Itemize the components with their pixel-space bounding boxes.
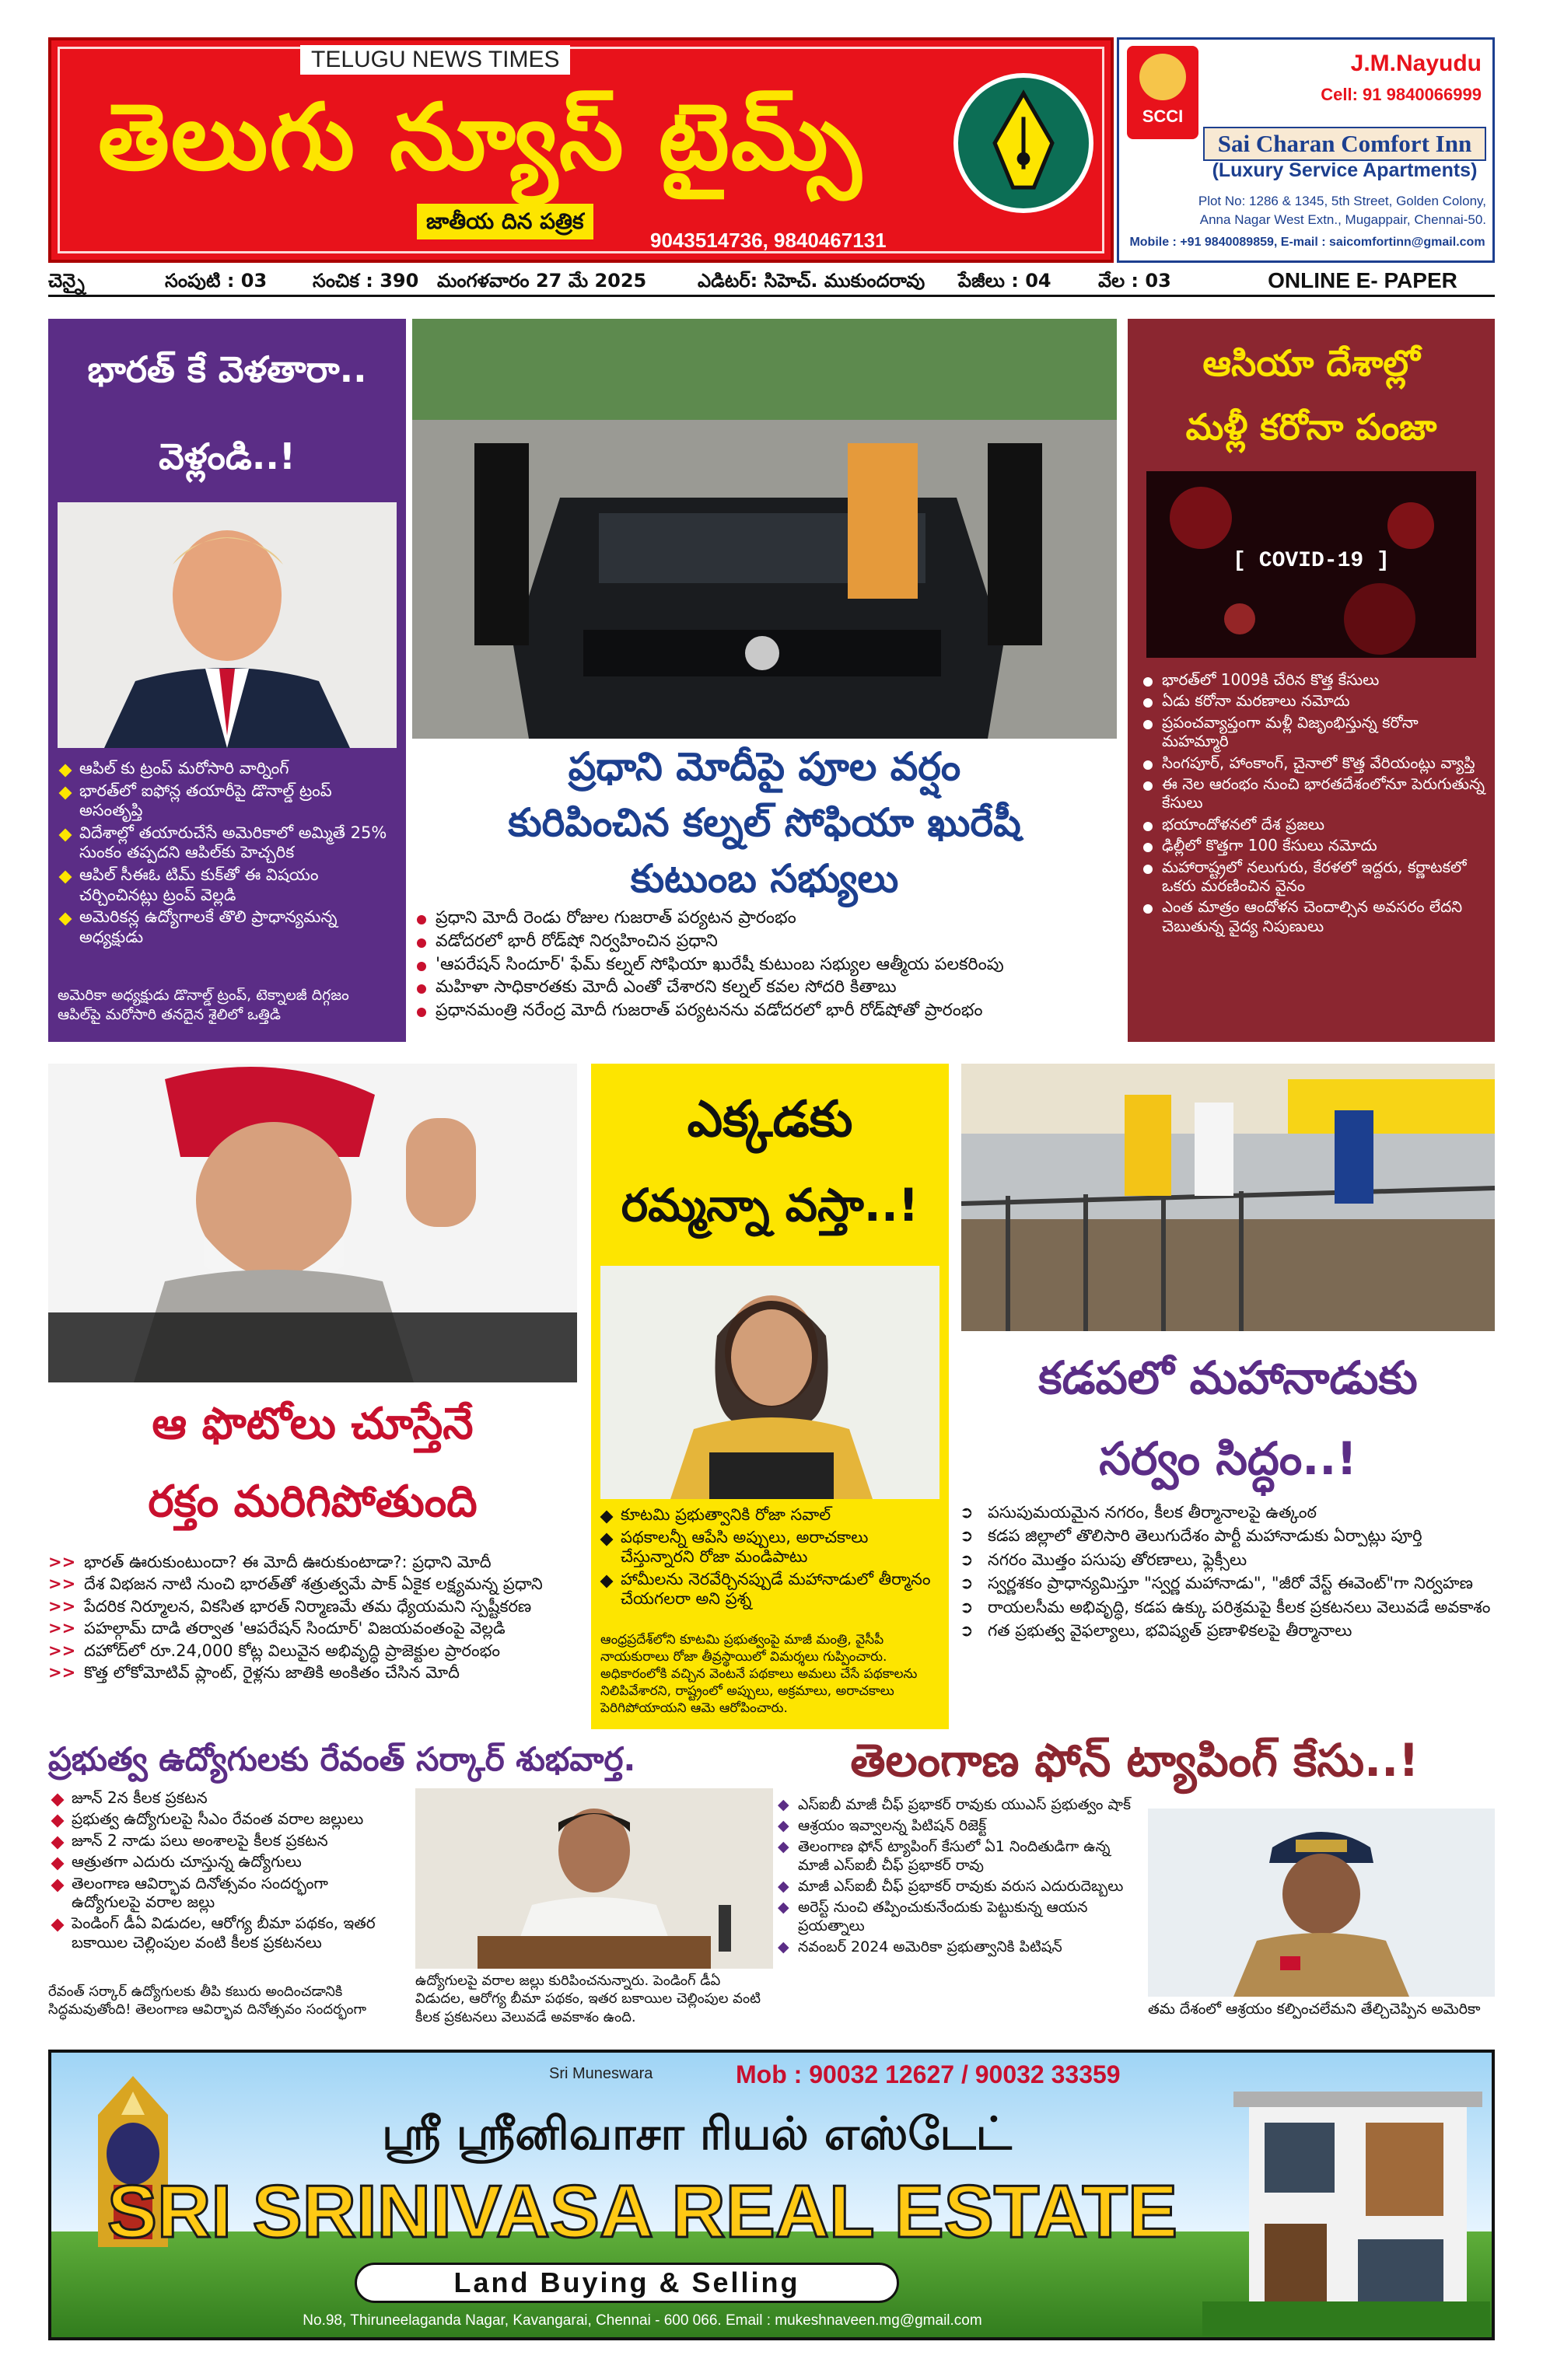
info-date: మంగళవారం 27 మే 2025	[437, 270, 647, 292]
hotel-address-2: Anna Nagar West Extn., Mugappair, Chennai-50.	[1199, 212, 1486, 227]
modi-roadshow-bullet: ప్రధానమంత్రి నరేంద్ర మోదీ గుజరాత్ పర్యటనను వడోదరలో భారీ రోడ్‌షోతో ప్రారంభం	[412, 1001, 1117, 1022]
info-pages: పేజీలు : 04	[958, 270, 1051, 292]
modi-roadshow-bullet: వడోదరలో భారీ రోడ్‌షో నిర్వహించిన ప్రధాని	[412, 931, 1117, 952]
trump-footer: అమెరికా అధ్యక్షుడు డొనాల్డ్ ట్రంప్, టెక్నాలజీ దిగ్గజం ఆపిల్‌పై మరోసారి తనదైన శైలిలో ఒత్తిడి	[58, 987, 349, 1023]
trump-photo	[58, 502, 397, 748]
modi-speech-bullet: >> పహల్గామ్ దాడి తర్వాత 'ఆపరేషన్ సిందూర్' విజయవంతంపై వెల్లడి	[48, 1619, 506, 1638]
modi-speech-bullets	[48, 1552, 585, 1685]
hotel-contact: Mobile : +91 9840089859, E-mail : saicomfortinn@gmail.com	[1129, 236, 1485, 249]
corona-headline-1: ఆసియా దేశాల్లో	[1202, 342, 1420, 384]
trump-bullets	[56, 759, 398, 949]
corona-bullet: ప్రపంచవ్యాప్తంగా మళ్లీ విజృంభిస్తున్న కరోనా మహమ్మారి	[1139, 713, 1485, 751]
revanth-bullet: జూన్ 2 నాడు పలు అంశాలపై కీలక ప్రకటన	[48, 1831, 390, 1850]
modi-roadshow-headline-2: కురిపించిన కల్నల్ సోఫియా ఖురేషీ	[508, 800, 1021, 845]
arrow-icon: ➲	[960, 1526, 974, 1546]
revanth-bullet: పెండింగ్ డీఏ విడుదల, ఆరోగ్య బీమా పథకం, ఇతర బకాయిల చెల్లింపుల వంటి కీలక ప్రకటనలు	[48, 1913, 390, 1952]
arrow-icon: ➲	[960, 1550, 974, 1569]
revanth-bullet: తెలంగాణ ఆవిర్భావ దినోత్సవం సందర్భంగా ఉద్యోగులపై వరాల జల్లు	[48, 1874, 390, 1912]
trump-bullet: భారత్‌లో ఐఫోన్ల తయారీపై డొనాల్డ్ ట్రంప్ అసంతృప్తి	[56, 781, 398, 821]
modi-speech-bullet: >> కొత్త లోకోమోటివ్ ప్లాంట్, రైళ్లను జాతికి అంకితం చేసిన మోదీ	[48, 1663, 460, 1683]
trump-bullet: ఆపిల్ కు ట్రంప్ మరోసారి వార్నింగ్	[56, 759, 398, 779]
phone-tapping-bullet: ◆ అరెస్ట్ నుంచి తప్పించుకునేందుకు పెట్టుకున్న ఆయన ప్రయత్నాలు	[778, 1898, 1088, 1934]
hotel-address-1: Plot No: 1286 & 1345, 5th Street, Golden Colony,	[1198, 194, 1486, 208]
hotel-owner-cell: Cell: 91 9840066999	[1321, 85, 1482, 104]
realestate-mobile: Mob : 90032 12627 / 90032 33359	[736, 2060, 1121, 2088]
revanth-bullet: ఆత్రుతగా ఎదురు చూస్తున్న ఉద్యోగులు	[48, 1852, 390, 1871]
prabhakar-rao-photo	[1148, 1809, 1495, 1997]
info-city: చెన్నై	[48, 270, 85, 292]
phone-tapping-bullet: ◆ నవంబర్ 2024 అమెరికా ప్రభుత్వానికి పిటిషన్	[778, 1938, 1062, 1955]
covid-image	[1146, 471, 1476, 658]
roja-body: ఆంధ్రప్రదేశ్‌లోని కూటమి ప్రభుత్వంపై మాజీ మంత్రి, వైసీపీ నాయకురాలు రోజా తీవ్రస్థాయిలో విమర్శలు గుప్పించారు. అధికారంలోకి వచ్చిన వెంటనే పథకాలు అమలు చేసే పథకాలను నిలిపివేశారని, రాష్ట్రంలో అప్పులు, అక్రమాలు, అరాచకాలు పెరిగిపోయాయని ఆమె ఆరోపించారు.	[600, 1632, 918, 1717]
roja-bullet: పథకాలన్నీ ఆపేసి అప్పులు, అరాచకాలు చేస్తున్నారని రోజా మండిపాటు	[597, 1528, 944, 1567]
corona-story	[1128, 319, 1495, 1042]
realestate-small: Sri Muneswara	[549, 2065, 653, 2082]
diamond-icon: ◆	[778, 1796, 789, 1813]
info-bar	[48, 266, 1495, 297]
house-photo	[1202, 2068, 1490, 2336]
realestate-title: SRI SRINIVASA REAL ESTATE	[107, 2170, 1178, 2253]
info-volume: సంపుటి : 03	[165, 270, 268, 292]
modi-roadshow-photo	[412, 319, 1117, 739]
revanth-headline: ప్రభుత్వ ఉద్యోగులకు రేవంత్ సర్కార్ శుభవార్త.	[48, 1740, 636, 1778]
mahanadu-bullet: ➲ రాయలసీమ అభివృద్ధి, కడప ఉక్కు పరిశ్రమపై కీలక ప్రకటనలు వెలువడే అవకాశం	[960, 1597, 1491, 1616]
hotel-ad	[1117, 37, 1495, 263]
phone-tapping-bullet: ◆ ఎస్ఐబీ మాజీ చీఫ్ ప్రభాకర్ రావుకు యుఎస్ ప్రభుత్వం షాక్	[778, 1796, 1132, 1813]
realestate-ad	[48, 2050, 1495, 2340]
corona-headline-2: మళ్లీ కరోనా పంజా	[1185, 406, 1437, 448]
arrow-icon: ➲	[960, 1621, 974, 1641]
corona-bullet: భారత్‌లో 1009కి చేరిన కొత్త కేసులు	[1139, 670, 1485, 689]
hotel-subtitle: (Luxury Service Apartments)	[1212, 159, 1478, 181]
info-editor: ఎడిటర్: సిహెచ్. ముకుందరావు	[698, 270, 925, 292]
corona-bullets	[1139, 670, 1485, 938]
info-edition: ONLINE E- PAPER	[1268, 268, 1457, 292]
mahanadu-bullets	[957, 1502, 1495, 1644]
realestate-address: No.98, Thiruneelaganda Nagar, Kavangarai, Chennai - 600 066. Email : mukeshnaveen.mg@gmail.com	[303, 2312, 982, 2329]
corona-bullet: భయాందోళనలో దేశ ప్రజలు	[1139, 815, 1485, 834]
modi-speech-bullet: >> పేదరిక నిర్మూలన, వికసిత భారత్ నిర్మాణమే తమ ధ్యేయమని స్పష్టీకరణ	[48, 1596, 532, 1616]
mahanadu-bullet: ➲ పసుపుమయమైన నగరం, కీలక తీర్మానాలపై ఉత్కంఠ	[960, 1503, 1317, 1522]
trump-headline-1: భారత్ కే వెళతారా..	[87, 348, 367, 390]
trump-headline-2: వెళ్లండి..!	[159, 435, 296, 477]
pen-nib-icon	[953, 73, 1093, 213]
modi-speech-bullet: >> దహోద్‌లో రూ.24,000 కోట్ల విలువైన అభివృద్ధి ప్రాజెక్టుల ప్రారంభం	[48, 1641, 501, 1660]
diamond-icon: ◆	[778, 1938, 789, 1955]
mahanadu-headline-1: కడపలో మహానాడుకు	[1038, 1351, 1418, 1404]
masthead	[48, 37, 1114, 263]
info-price: వేల : 03	[1098, 270, 1171, 292]
trump-bullet: ఆపిల్ సీఈఓ టిమ్ కుక్‌తో ఈ విషయం చర్చించినట్లు ట్రంప్ వెల్లడి	[56, 865, 398, 905]
roja-headline-2: రమ్మన్నా వస్తా..!	[621, 1179, 919, 1232]
arrow-icon: ➲	[960, 1574, 974, 1593]
masthead-title: తెలుగు న్యూస్ టైమ్స్	[98, 83, 863, 190]
mahanadu-bullet: ➲ గత ప్రభుత్వ వైఫల్యాలు, భవిష్యత్ ప్రణాళికలపై తీర్మానాలు	[960, 1621, 1352, 1641]
corona-bullet: సింగపూర్, హాంకాంగ్, చైనాలో కొత్త వేరియంట్లు వ్యాప్తి	[1139, 753, 1485, 772]
mahanadu-bullet: ➲ నగరం మొత్తం పసుపు తోరణాలు, ఫ్లెక్సీలు	[960, 1550, 1247, 1569]
roja-bullets	[597, 1505, 944, 1612]
masthead-phones: 9043514736, 9840467131	[650, 229, 887, 252]
trump-bullet: అమెరికన్ల ఉద్యోగాలకే తొలి ప్రాధాన్యమన్న అధ్యక్షుడు	[56, 907, 398, 947]
masthead-tagline: జాతీయ దిన పత్రిక	[417, 204, 593, 239]
modi-roadshow-headline-3: కుటుంబ సభ్యులు	[630, 856, 899, 901]
modi-speech-bullet: >> దేశ విభజన నాటి నుంచి భారత్‌తో శత్రుత్వమే పాక్ ఏకైక లక్ష్యమన్న ప్రధాని	[48, 1574, 543, 1594]
revanth-body-right: ఉద్యోగులపై వరాల జల్లు కురిపించనున్నారు. పెండింగ్ డీఏ విడుదల, ఆరోగ్య బీమా పథకం, ఇతర బకాయిల చెల్లింపుల వంటి కీలక ప్రకటనలు వెలువడే అవకాశం ఉంది.	[415, 1973, 761, 2025]
phone-tapping-bullet: ◆ మాజీ ఎస్ఐబీ చీఫ్ ప్రభాకర్ రావుకు వరుస ఎదురుదెబ్బలు	[778, 1877, 1124, 1895]
roja-headline-1: ఎక్కడకు	[687, 1091, 853, 1148]
mahanadu-photo	[961, 1064, 1495, 1331]
revanth-body-left: రేవంత్ సర్కార్ ఉద్యోగులకు తీపి కబురు అందించడానికి సిద్ధమవుతోంది! తెలంగాణ ఆవిర్భావ దినోత్సవం సందర్భంగా	[48, 1983, 367, 2018]
mahanadu-headline-2: సర్వం సిద్ధం..!	[1099, 1432, 1357, 1485]
modi-roadshow-bullet: మహిళా సాధికారతకు మోదీ ఎంతో చేశారని కల్నల్ కవల సోదరి కితాబు	[412, 977, 1117, 998]
trump-story	[48, 319, 406, 1042]
hotel-name: Sai Charan Comfort Inn	[1203, 127, 1486, 161]
diamond-icon: ◆	[778, 1877, 789, 1895]
phone-tapping-bullet: ◆ తెలంగాణ ఫోన్ ట్యాపింగ్ కేసులో ఏ1 నిందితుడిగా ఉన్న మాజీ ఎస్ఐబీ చీఫ్ ప్రభాకర్ రావు	[778, 1837, 1111, 1874]
revanth-bullets	[48, 1788, 390, 1954]
mahanadu-bullet: ➲ కడప జిల్లాలో తొలిసారి తెలుగుదేశం పార్టీ మహానాడుకు ఏర్పాట్లు పూర్తి	[960, 1526, 1422, 1546]
trump-bullet: విదేశాల్లో తయారుచేసే అమెరికాలో అమ్మితే 25% సుంకం తప్పదని ఆపిల్‌కు హెచ్చరిక	[56, 823, 398, 863]
modi-roadshow-headline-1: ప్రధాని మోదీపై పూల వర్షం	[568, 744, 961, 789]
diamond-icon: ◆	[778, 1837, 789, 1855]
realestate-tamil-title: ஸ்ரீ ஸ்ரீனிவாசா ரியல் எஸ்டேட்	[382, 2107, 1012, 2160]
modi-speech-headline-2: రక్తం మరిగిపోతుంది	[148, 1477, 478, 1527]
info-issue: సంచిక : 390	[313, 270, 419, 292]
phone-tapping-bullet: ◆ ఆశ్రయం ఇవ్వాలన్న పిటిషన్ రిజెక్ట్	[778, 1816, 987, 1834]
revanth-photo	[415, 1788, 773, 1969]
hotel-owner-name: J.M.Nayudu	[1350, 51, 1482, 76]
modi-roadshow-bullet: 'ఆపరేషన్ సిందూర్' ఫేమ్ కల్నల్ సోఫియా ఖురేషీ కుటుంబ సభ్యుల ఆత్మీయ పలకరింపు	[412, 955, 1117, 976]
phone-tapping-headline: తెలంగాణ ఫోన్ ట్యాపింగ్ కేసు..!	[850, 1734, 1419, 1787]
phone-tapping-bullets	[775, 1796, 1140, 1959]
modi-speech-bullet: >> భారత్ ఊరుకుంటుందా? ఈ మోదీ ఊరుకుంటాడా?: ప్రధాని మోదీ	[48, 1553, 492, 1571]
modi-speech-headline-1: ఆ ఫొటోలు చూస్తేనే	[152, 1399, 474, 1449]
masthead-small-title: TELUGU NEWS TIMES	[300, 45, 570, 75]
corona-bullet: మహారాష్ట్రలో నలుగురు, కేరళలో ఇద్దరు, కర్ణాటకలో ఒకరు మరణించిన వైనం	[1139, 858, 1485, 896]
realestate-tag: Land Buying & Selling	[355, 2263, 899, 2303]
mahanadu-bullet: ➲ స్వర్ణశకం ప్రాధాన్యమిస్తూ "స్వర్ణ మహానాడు", "జీరో వేస్ట్ ఈవెంట్"గా నిర్వహణ	[960, 1574, 1473, 1593]
arrow-icon: ➲	[960, 1503, 974, 1522]
modi-roadshow-bullet: ప్రధాని మోదీ రెండు రోజుల గుజరాత్ పర్యటన ప్రారంభం	[412, 908, 1117, 929]
modi-speech-photo	[48, 1064, 577, 1382]
phone-tapping-caption: తమ దేశంలో ఆశ్రయం కల్పించలేమని తేల్చిచెప్పిన అమెరికా	[1148, 2001, 1481, 2018]
roja-photo	[600, 1266, 939, 1499]
corona-bullet: ఈ నెల ఆరంభం నుంచి భారతదేశంలోనూ పెరుగుతున్న కేసులు	[1139, 774, 1485, 813]
roja-bullet: హామీలను నెరవేర్చినప్పుడే మహానాడులో తీర్మానం చేయగలరా అని ప్రశ్న	[597, 1570, 944, 1609]
corona-bullet: ఏడు కరోనా మరణాలు నమోదు	[1139, 691, 1485, 710]
diamond-icon: ◆	[778, 1816, 789, 1834]
revanth-bullet: జూన్ 2న కీలక ప్రకటన	[48, 1788, 390, 1807]
diamond-icon: ◆	[778, 1898, 789, 1916]
modi-roadshow-bullets	[412, 908, 1117, 1024]
revanth-bullet: ప్రభుత్వ ఉద్యోగులపై సీఎం రేవంత వరాల జల్లులు	[48, 1809, 390, 1828]
corona-bullet: ఎంత మాత్రం ఆందోళన చెందాల్సిన అవసరం లేదని చెబుతున్న వైద్య నిపుణులు	[1139, 897, 1485, 935]
roja-story	[591, 1064, 949, 1729]
roja-bullet: కూటమి ప్రభుత్వానికి రోజా సవాల్	[597, 1505, 944, 1526]
corona-bullet: ఢిల్లీలో కొత్తగా 100 కేసులు నమోదు	[1139, 836, 1485, 854]
arrow-icon: ➲	[960, 1597, 974, 1616]
hotel-logo: SCCI	[1127, 46, 1198, 139]
covid-image-text: [ COVID-19 ]	[1233, 549, 1390, 573]
